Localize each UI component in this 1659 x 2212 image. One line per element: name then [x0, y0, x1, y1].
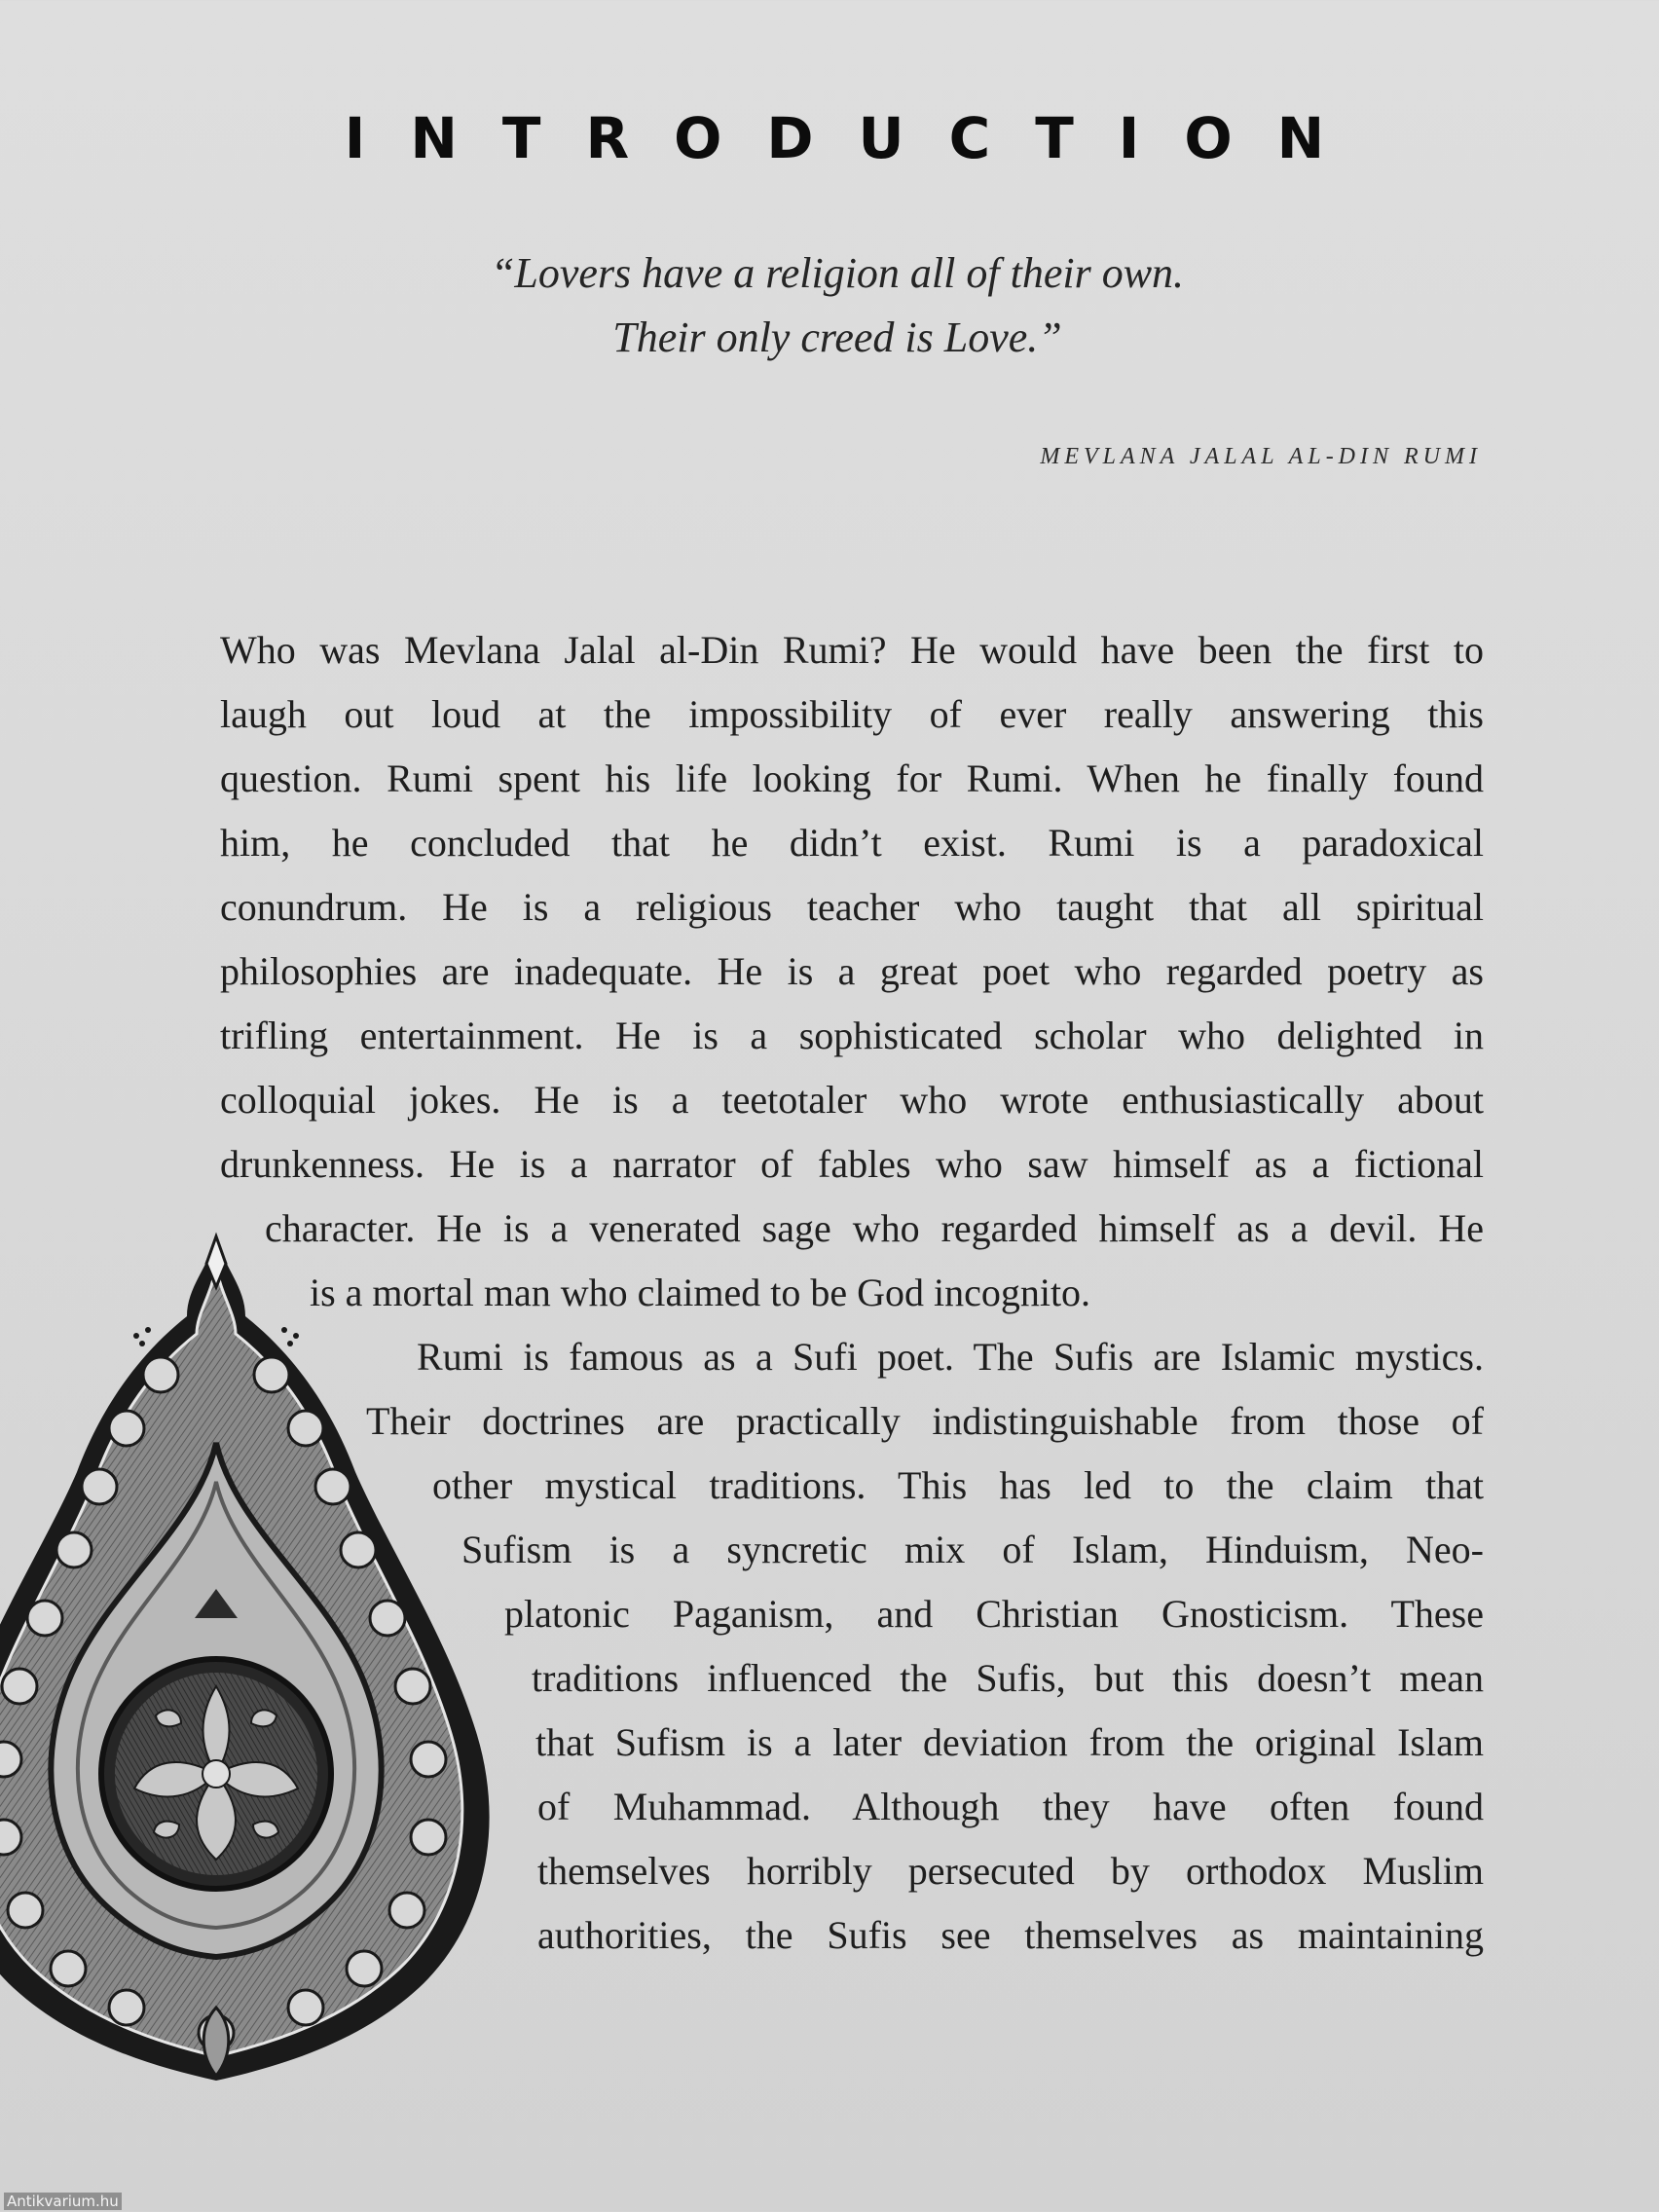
paisley-ornament-icon [0, 1229, 516, 2085]
body-line: platonic Paganism, and Christian Gnosticism. These [504, 1592, 1484, 1636]
body-line: traditions influenced the Sufis, but this doesn’t mean [532, 1656, 1484, 1700]
epigraph-line-2: Their only creed is Love.” [612, 313, 1062, 361]
body-line: him, he concluded that he didn’t exist. Rumi is a paradoxical [220, 821, 1484, 865]
body-line: drunkenness. He is a narrator of fables who saw himself as a fictional [220, 1142, 1484, 1186]
body-line: authorities, the Sufis see themselves as maintaining [537, 1913, 1484, 1957]
ornament-floral-motif [134, 1686, 298, 1860]
body-line: Rumi is famous as a Sufi poet. The Sufis are Islamic mystics. [417, 1335, 1484, 1379]
body-line: themselves horribly persecuted by orthodox Muslim [537, 1849, 1484, 1893]
epigraph-line-1: “Lovers have a religion all of their own. [490, 249, 1185, 297]
body-line: question. Rumi spent his life looking for Rumi. When he finally found [220, 756, 1484, 800]
body-line: character. He is a venerated sage who regarded himself as a devil. He [265, 1206, 1484, 1250]
body-line: laugh out loud at the impossibility of ever really answering this [220, 692, 1484, 736]
body-line: is a mortal man who claimed to be God incognito. [310, 1271, 1091, 1314]
body-line: that Sufism is a later deviation from the original Islam [535, 1720, 1484, 1764]
epigraph-quote [292, 241, 1382, 370]
body-line: Who was Mevlana Jalal al-Din Rumi? He would have been the first to [220, 628, 1484, 672]
body-line: other mystical traditions. This has led to the claim that [432, 1463, 1484, 1507]
body-line: Sufism is a syncretic mix of Islam, Hinduism, Neo- [461, 1528, 1484, 1571]
watermark: Antikvarium.hu [4, 2193, 122, 2210]
body-line: philosophies are inadequate. He is a great poet who regarded poetry as [220, 949, 1484, 993]
body-line: colloquial jokes. He is a teetotaler who wrote enthusiastically about [220, 1078, 1484, 1122]
page-title: INTRODUCTION [344, 105, 1370, 171]
body-line: of Muhammad. Although they have often found [537, 1785, 1484, 1828]
body-line: trifling entertainment. He is a sophisticated scholar who delighted in [220, 1014, 1484, 1057]
body-line: conundrum. He is a religious teacher who taught that all spiritual [220, 885, 1484, 929]
epigraph-attribution: MEVLANA JALAL AL-DIN RUMI [1040, 444, 1482, 469]
body-line: Their doctrines are practically indistinguishable from those of [366, 1399, 1484, 1443]
